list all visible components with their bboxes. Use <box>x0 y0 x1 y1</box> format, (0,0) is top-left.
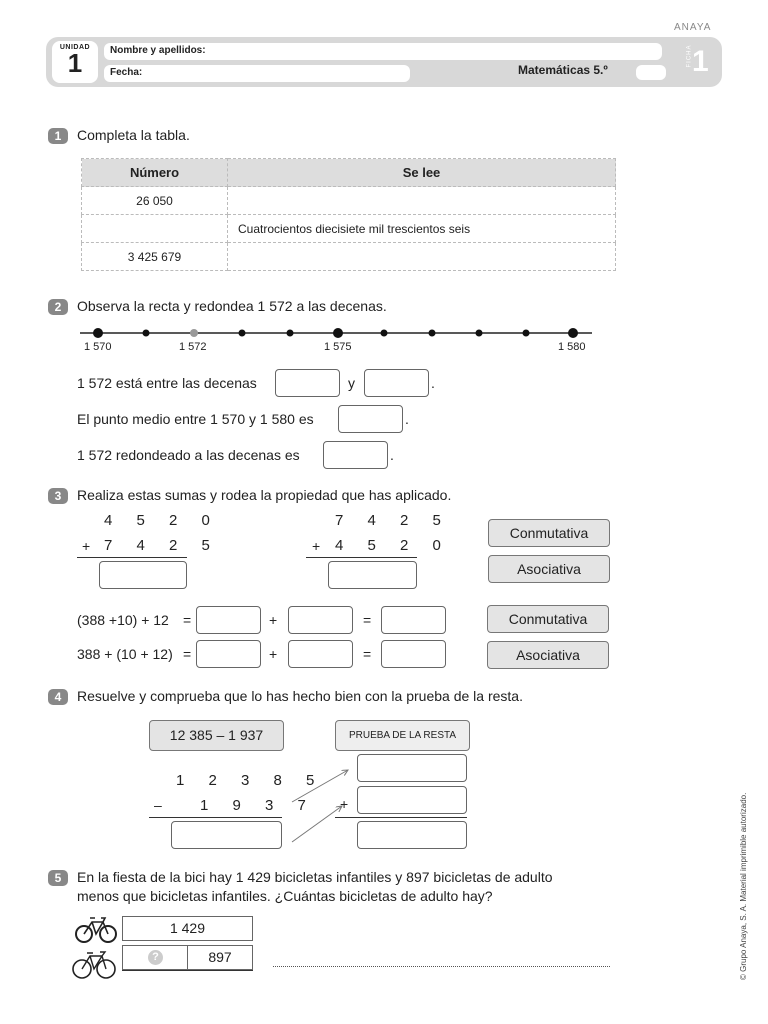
table-cell-read[interactable]: Cuatrocientos diecisiete mil trescientos seis <box>228 215 616 243</box>
kids-bikes-bar <box>122 916 253 941</box>
unit-badge <box>52 41 98 83</box>
rounding-line-2: El punto medio entre 1 570 y 1 580 es <box>77 411 314 427</box>
arrow-down <box>292 806 342 842</box>
unit-number: 1 <box>67 48 83 78</box>
expr-2-result-box[interactable] <box>381 640 446 668</box>
ficha-number: 1 <box>692 45 709 78</box>
equals-sign: = <box>183 612 192 628</box>
upper-ten-answer-box[interactable] <box>364 369 429 397</box>
sum-1-top: 4 5 2 0 <box>104 512 220 529</box>
name-label: Nombre y apellidos: <box>110 45 206 56</box>
expr-1-result-box[interactable] <box>381 606 446 634</box>
publisher-logo: ANAYA <box>674 22 712 33</box>
number-line-label: 1 570 <box>84 341 112 353</box>
column-header-number: Número <box>82 159 228 187</box>
adult-bicycle-icon <box>72 948 116 980</box>
difference-value: 897 <box>208 949 232 965</box>
table-cell-number[interactable]: 26 050 <box>82 187 228 215</box>
sum-2-top: 7 4 2 5 <box>335 512 451 529</box>
tick-1572 <box>190 329 198 337</box>
tick-1574 <box>287 330 294 337</box>
plus-sign: + <box>82 538 91 554</box>
answer-line[interactable] <box>273 966 610 967</box>
question-icon: ? <box>148 950 163 965</box>
tick-1578 <box>476 330 483 337</box>
exercise-4-prompt: Resuelve y comprueba que lo has hecho bien con la prueba de la resta. <box>77 688 523 704</box>
tick-1570 <box>93 328 103 338</box>
sum-1-answer-box[interactable] <box>99 561 187 589</box>
conmutativa-button-1[interactable]: Conmutativa <box>488 519 610 547</box>
tick-1580 <box>568 328 578 338</box>
plus-sign: + <box>269 612 278 628</box>
tick-1573 <box>239 330 246 337</box>
plus-sign: + <box>269 646 278 662</box>
adult-bikes-bar <box>122 945 188 970</box>
subtrahend: 1 9 3 7 <box>200 797 316 814</box>
bar-baseline <box>122 970 253 971</box>
subtraction-rule <box>149 817 282 818</box>
period: . <box>390 447 394 463</box>
sum-2-answer-box[interactable] <box>328 561 417 589</box>
minuend: 1 2 3 8 5 <box>176 772 325 789</box>
copyright-notice: © Grupo Anaya, S. A. Material imprimible autorizado. <box>739 792 748 980</box>
asociativa-button-1[interactable]: Asociativa <box>488 555 610 583</box>
operation-label: 12 385 – 1 937 <box>149 720 284 751</box>
table-cell-number[interactable]: 3 425 679 <box>82 243 228 271</box>
tick-1577 <box>429 330 436 337</box>
sum-2-bottom: 4 5 2 0 <box>335 537 451 554</box>
midpoint-answer-box[interactable] <box>338 405 403 433</box>
sum-2-rule <box>306 557 417 558</box>
number-line-label: 1 575 <box>324 341 352 353</box>
asociativa-button-2[interactable]: Asociativa <box>487 641 609 669</box>
table-cell-read[interactable] <box>228 243 616 271</box>
period: . <box>431 375 435 391</box>
subject-pill <box>636 65 666 80</box>
proof-rule <box>335 817 467 818</box>
number-line-label: 1 580 <box>558 341 586 353</box>
equals-sign: = <box>183 646 192 662</box>
difference-bar <box>188 945 253 970</box>
unit-label: UNIDAD <box>59 44 91 51</box>
proof-box-2[interactable] <box>357 786 467 814</box>
exercise-number-5: 5 <box>48 870 68 886</box>
exercise-5-prompt-line-1: En la fiesta de la bici hay 1 429 bicicletas infantiles y 897 bicicletas de adulto <box>77 869 553 885</box>
exercise-1-prompt: Completa la tabla. <box>77 127 190 143</box>
subject-label: Matemáticas 5.º <box>518 63 608 77</box>
worksheet-header <box>46 37 722 87</box>
exercise-number-4: 4 <box>48 689 68 705</box>
minus-sign: – <box>154 797 162 813</box>
date-field[interactable] <box>104 65 410 82</box>
exercise-2-prompt: Observa la recta y redondea 1 572 a las decenas. <box>77 298 387 314</box>
column-header-read: Se lee <box>228 159 616 187</box>
expr-1-box-1[interactable] <box>196 606 261 634</box>
rounded-answer-box[interactable] <box>323 441 388 469</box>
expr-2-box-2[interactable] <box>288 640 353 668</box>
plus-sign: + <box>312 538 321 554</box>
equals-sign: = <box>363 612 372 628</box>
number-line-label: 1 572 <box>179 341 207 353</box>
exercise-number-3: 3 <box>48 488 68 504</box>
period: . <box>405 411 409 427</box>
tick-1575 <box>333 328 343 338</box>
sum-1-rule <box>77 557 187 558</box>
rounding-line-3: 1 572 redondeado a las decenas es <box>77 447 300 463</box>
name-field[interactable] <box>104 43 662 60</box>
date-label: Fecha: <box>110 67 143 78</box>
conmutativa-button-2[interactable]: Conmutativa <box>487 605 609 633</box>
table-cell-number[interactable] <box>82 215 228 243</box>
ficha-label: FICHA <box>686 44 693 68</box>
table-cell-read[interactable] <box>228 187 616 215</box>
exercise-5-prompt-line-2: menos que bicicletas infantiles. ¿Cuántas bicicletas de adulto hay? <box>77 888 493 904</box>
proof-box-1[interactable] <box>357 754 467 782</box>
and-label: y <box>348 375 355 391</box>
exercise-number-1: 1 <box>48 128 68 144</box>
table-row <box>82 243 616 271</box>
exercise-number-2: 2 <box>48 299 68 315</box>
tick-1579 <box>523 330 530 337</box>
expr-1-box-2[interactable] <box>288 606 353 634</box>
lower-ten-answer-box[interactable] <box>275 369 340 397</box>
exercise-3-prompt: Realiza estas sumas y rodea la propiedad que has aplicado. <box>77 487 452 503</box>
difference-answer-box[interactable] <box>171 821 282 849</box>
tick-1576 <box>381 330 388 337</box>
sum-1-bottom: 7 4 2 5 <box>104 537 220 554</box>
kids-bicycle-icon <box>75 914 117 944</box>
plus-sign: + <box>340 796 349 812</box>
proof-result-box[interactable] <box>357 821 467 849</box>
tick-1571 <box>143 330 150 337</box>
table-row <box>82 215 616 243</box>
table-row <box>82 187 616 215</box>
proof-label: PRUEBA DE LA RESTA <box>335 720 470 751</box>
number-table <box>81 158 616 271</box>
rounding-line-1: 1 572 está entre las decenas <box>77 375 257 391</box>
ficha-badge <box>676 41 716 83</box>
expression-2: 388 + (10 + 12) <box>77 646 173 662</box>
expr-2-box-1[interactable] <box>196 640 261 668</box>
equals-sign: = <box>363 646 372 662</box>
expression-1: (388 +10) + 12 <box>77 612 169 628</box>
kids-bikes-value: 1 429 <box>169 920 206 936</box>
